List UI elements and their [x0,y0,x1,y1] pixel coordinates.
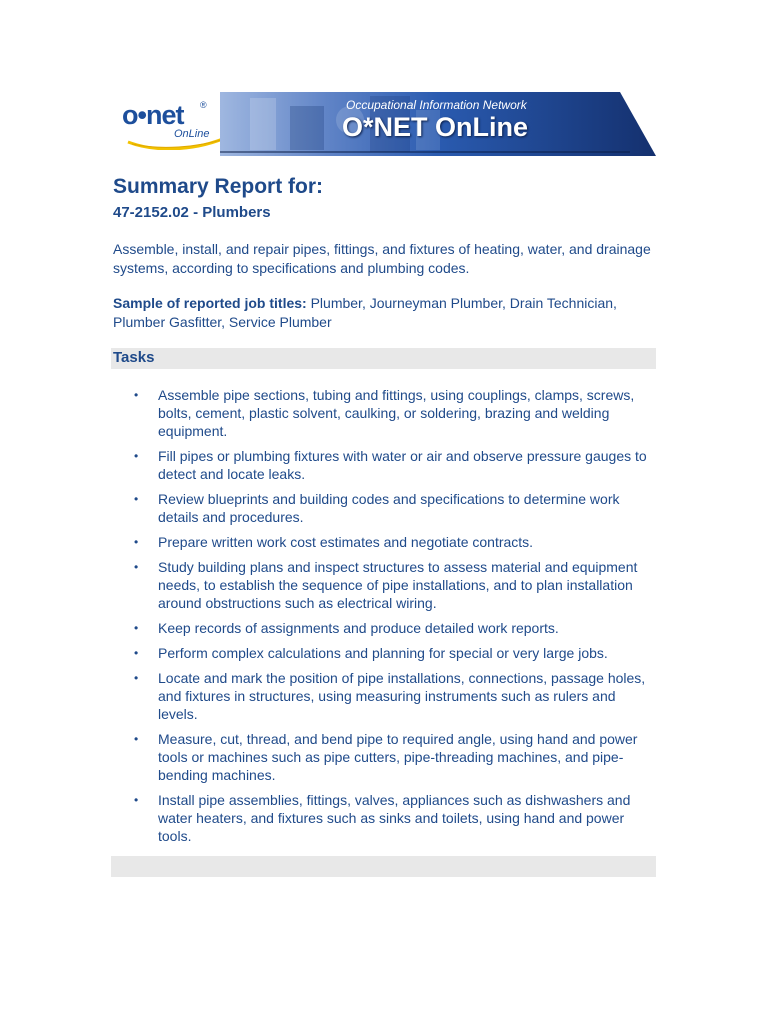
sample-job-titles [113,294,653,332]
bullet-icon: • [134,732,139,746]
bullet-icon: • [134,535,139,549]
bullet-icon: • [134,449,139,463]
task-item [113,386,658,440]
task-text: Study building plans and inspect structures to assess material and equipment needs, to establish the sequence of pipe installations, and to plan installation around obstructions such as electrical wiring. [158,559,638,611]
logo-registered-mark: ® [200,100,207,110]
tasks-section-footer [111,856,656,877]
task-item [113,490,658,526]
task-text: Measure, cut, thread, and bend pipe to required angle, using hand and power tools or machines such as pipe cutters, pipe-threading machines, and pipe-bending machines. [158,731,638,783]
task-item [113,533,658,551]
task-text: Assemble pipe sections, tubing and fittings, using couplings, clamps, screws, bolts, cement, plastic solvent, caulking, or soldering, brazing and welding equipment. [158,387,635,439]
bullet-icon: • [134,793,139,807]
logo-online-label: OnLine [174,128,210,140]
task-text: Locate and mark the position of pipe installations, connections, passage holes, and fixtures in structures, using measuring instruments such as rulers and levels. [158,670,646,722]
task-text: Install pipe assemblies, fittings, valves, appliances such as dishwashers and water heaters, and fixtures such as sinks and toilets, using hand and power tools. [158,792,631,844]
task-item [113,730,658,784]
logo-wordmark: o•net [122,100,184,130]
task-item [113,619,658,637]
task-item [113,669,658,723]
task-text: Review blueprints and building codes and specifications to determine work details and procedures. [158,491,620,525]
task-item [113,447,658,483]
task-text: Perform complex calculations and planning for special or very large jobs. [158,645,608,661]
sample-titles-values: Plumber, Journeyman Plumber, Drain Technician, Plumber Gasfitter, Service Plumber [113,295,617,330]
occupation-description: Assemble, install, and repair pipes, fittings, and fixtures of heating, water, and drainage systems, according to specifications and plumbing codes. [113,241,651,276]
onet-logo [112,92,230,156]
bullet-icon: • [134,621,139,635]
banner-tagline: Occupational Information Network [346,98,527,112]
bullet-icon: • [134,560,139,574]
sample-titles-label: Sample of reported job titles: [113,295,307,311]
bullet-icon: • [134,646,139,660]
task-item [113,791,658,845]
task-list [113,386,658,852]
occupation-code-title: 47-2152.02 - Plumbers [113,204,271,221]
task-text: Keep records of assignments and produce detailed work reports. [158,620,559,636]
bullet-icon: • [134,388,139,402]
onet-header-banner [112,92,656,156]
task-text: Prepare written work cost estimates and negotiate contracts. [158,534,534,550]
bullet-icon: • [134,671,139,685]
tasks-section-title: Tasks [113,349,155,366]
banner-title: O*NET OnLine [342,112,529,142]
task-text: Fill pipes or plumbing fixtures with water or air and observe pressure gauges to detect and locate leaks. [158,448,647,482]
task-item [113,558,658,612]
task-item [113,644,658,662]
tasks-section-header [111,348,656,369]
bullet-icon: • [134,492,139,506]
report-heading: Summary Report for: [113,175,324,198]
